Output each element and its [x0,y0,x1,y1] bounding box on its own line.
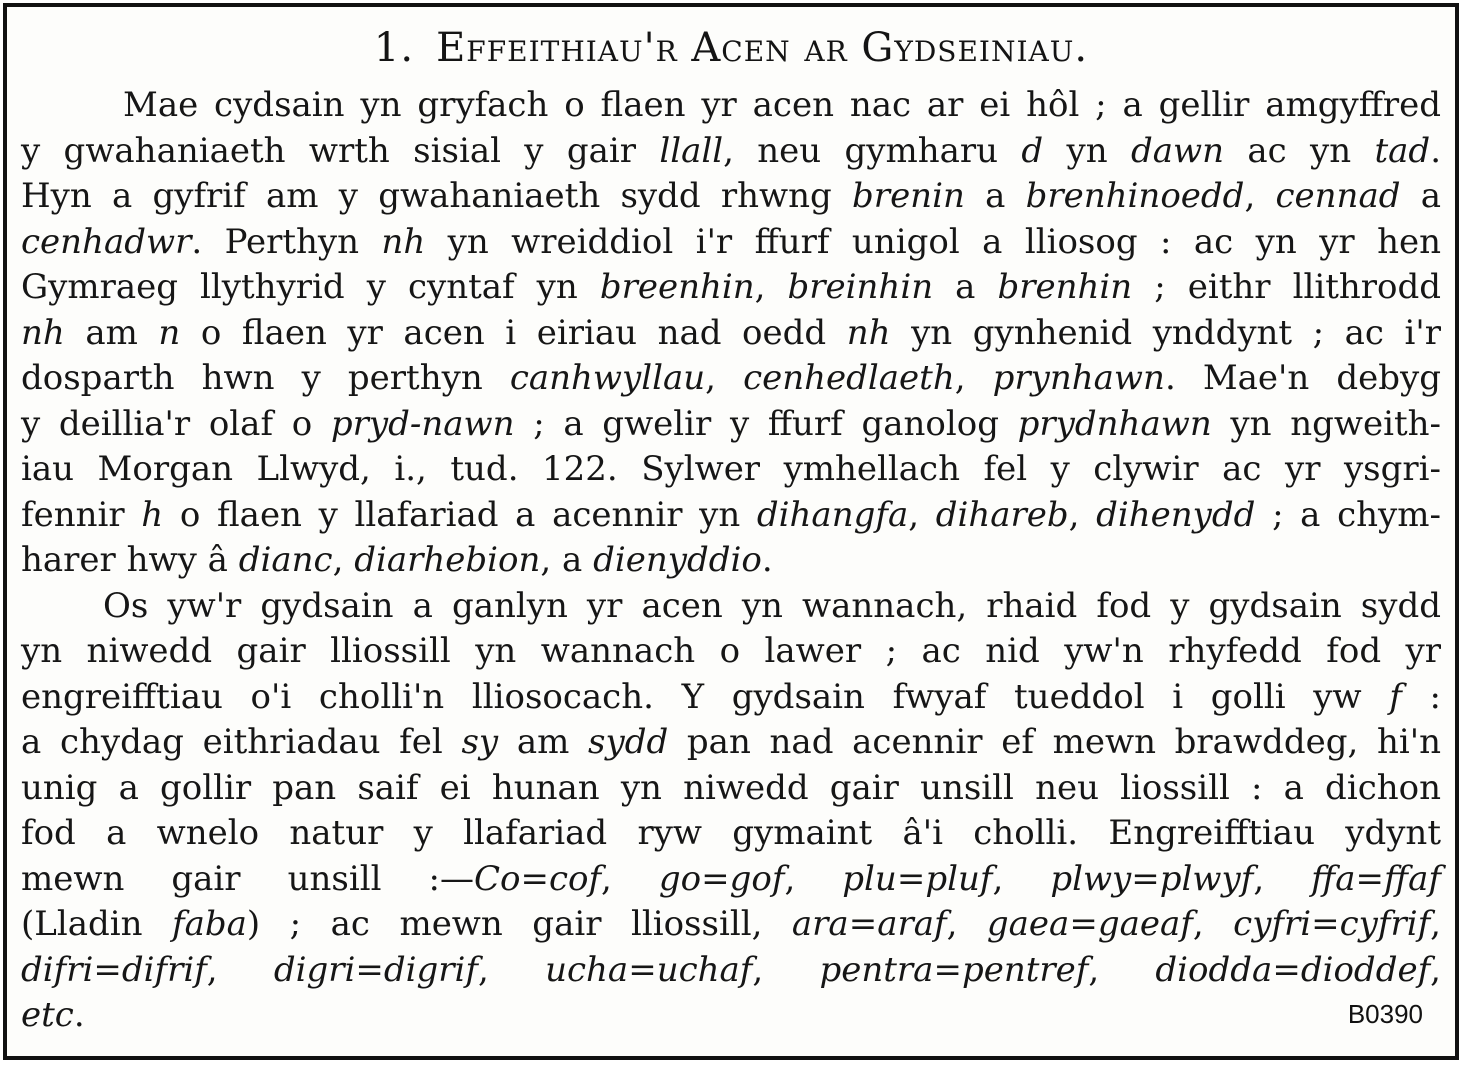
text-run: . [1430,130,1441,171]
section-heading [7,25,1455,71]
text-run: = [701,858,730,899]
text-run: = [1311,904,1340,944]
italic-word: cyfri [1233,904,1312,944]
italic-word: ffa [1311,858,1356,899]
text-line [21,174,1441,220]
italic-word: dawn [1130,130,1225,171]
italic-word: plwyf [1159,858,1254,899]
text-line [21,629,1441,675]
text-run: = [1131,858,1160,899]
text-line [21,948,1441,994]
text-line [21,265,1441,311]
text-run: , [946,904,987,944]
text-run: . Perthyn [191,221,382,262]
text-run: ac yn [1224,130,1375,171]
text-run: mewn gair unsill :— [21,858,474,899]
text-run: ; eithr llithrodd [1132,267,1442,307]
text-run: y gwahaniaeth wrth sisial y gair [21,130,660,171]
body-text [21,83,1441,1039]
text-run: = [355,949,384,990]
text-run: , [1192,904,1234,944]
text-line [21,493,1441,539]
italic-word: pentref [961,949,1089,990]
text-run: o flaen y llafariad a acennir yn [163,494,757,535]
italic-word: dianc [238,540,333,580]
italic-word: tad [1374,130,1431,171]
text-run: , [992,858,1051,899]
text-run: = [1272,949,1301,990]
text-line [21,402,1441,448]
text-run: yn ngweith- [1211,403,1442,444]
italic-word: ucha [545,949,629,990]
text-line [21,766,1441,812]
text-run: , [1430,949,1441,990]
italic-word: difri [21,949,94,990]
text-run: , [1088,949,1156,990]
text-run: iau Morgan Llwyd, i., tud. 122. Sylwer ymhellach fel y clywir ac yr ysgri- [21,449,1441,489]
italic-word: canhwyllau [509,358,706,398]
italic-word: cof [548,858,602,899]
text-line [21,857,1441,903]
text-line [21,311,1441,357]
text-run: am [64,312,159,353]
italic-word: faba [172,904,247,944]
italic-word: brenhin [997,267,1133,307]
italic-word: gaea [986,904,1070,944]
text-run: a [1400,176,1441,216]
italic-word: dihareb [935,494,1069,535]
text-line [21,447,1441,493]
text-run: unig a gollir pan saif ei hunan yn niwedd gair unsill neu liossill : a dichon [21,767,1441,808]
text-run: yn niwedd gair lliossill yn wannach o lawer ; ac nid yw'n rhyfedd fod yr [21,631,1441,671]
italic-word: etc [21,995,74,1035]
italic-word: gaeaf [1097,904,1193,944]
text-run: harer hwy â [21,540,239,580]
text-run: : [1401,676,1441,717]
text-run: . [761,540,773,580]
text-run: am [498,722,589,762]
italic-word: plu [842,858,897,899]
italic-word: araf [877,904,947,944]
italic-word: pentra [819,949,934,990]
italic-word: dihangfa [756,494,909,535]
text-run: a [964,176,1026,216]
text-run: , [1430,904,1441,944]
italic-word: dioddef [1300,949,1431,990]
italic-word: nh [21,312,65,353]
italic-word: f [1389,676,1402,717]
text-run: Gymraeg llythyrid y cyntaf yn [21,267,600,307]
text-run: , [1244,176,1276,216]
text-line [21,220,1441,266]
text-run: , [908,494,936,535]
text-run: fod a wnelo natur y llafariad ryw gymaint â'i cholli. Engreifftiau ydynt [21,813,1441,853]
text-run: Hyn a gyfrif am y gwahaniaeth sydd rhwng [21,176,853,216]
text-run: (Lladin [21,904,173,944]
italic-word: breinhin [787,267,934,307]
text-run: pan nad acennir ef mewn brawddeg, hi'n [668,722,1441,762]
italic-word: prydnhawn [1017,403,1212,444]
text-line [21,356,1441,402]
italic-word: digri [273,949,356,990]
text-run: yn gynhenid ynddynt ; ac i'r [890,312,1441,353]
text-run: , [478,949,546,990]
text-run: , [754,267,788,307]
italic-word: dihenydd [1096,494,1256,535]
italic-word: sy [461,722,499,762]
text-run: , [954,358,993,398]
text-run: = [896,858,926,899]
text-line [21,83,1441,129]
section-title: Effeithiau'r Acen ar Gydseiniau. [436,25,1089,71]
text-line [21,811,1441,857]
italic-word: digrif [383,949,479,990]
text-run: = [520,858,549,899]
italic-word: cyfrif [1339,904,1431,944]
italic-word: breenhin [599,267,755,307]
italic-word: llall [659,130,724,171]
text-run: engreifftiau o'i cholli'n lliosocach. Y gydsain fwyaf tueddol i golli yw [21,676,1390,717]
italic-word: diodda [1155,949,1273,990]
text-run: yn wreiddiol i'r ffurf unigol a lliosog : ac yn yr hen [425,221,1441,262]
text-run: , [752,949,820,990]
italic-word: Co [473,858,521,899]
italic-word: brenhinoedd [1025,176,1245,216]
italic-word: n [158,312,181,353]
text-run: , [601,858,659,899]
text-run: , [705,358,744,398]
text-run: Os yw'r gydsain a ganlyn yr acen yn wannach, rhaid fod y gydsain sydd [103,585,1441,626]
text-run: , [332,540,355,580]
text-run: , [1068,494,1097,535]
italic-word: pryd-nawn [330,403,515,444]
text-run: = [848,904,878,944]
text-run: fennir [21,494,142,535]
text-run: o flaen yr acen i eiriau nad oedd [180,312,847,353]
italic-word: ara [791,904,849,944]
page-frame [3,3,1459,1060]
text-run: = [628,949,657,990]
italic-word: pluf [925,858,993,899]
text-line [21,720,1441,766]
text-run: yn [1043,130,1131,171]
italic-word: difrif [121,949,207,990]
text-run: , neu gymharu [723,130,1022,171]
italic-word: diarhebion [354,540,541,580]
text-line [21,993,1441,1039]
italic-word: uchaf [656,949,753,990]
text-run: ; a gwelir y ffurf ganolog [514,403,1018,444]
italic-word: plwy [1050,858,1132,899]
text-run: = [93,949,122,990]
italic-word: ffaf [1384,858,1441,899]
text-run: = [1069,904,1098,944]
text-line [21,129,1441,175]
text-line [21,902,1441,948]
text-line [21,584,1441,630]
italic-word: go [658,858,702,899]
italic-word: cenhedlaeth [743,358,955,398]
text-line [21,675,1441,721]
italic-word: prynhawn [992,358,1165,398]
italic-word: d [1021,130,1044,171]
italic-word: sydd [588,722,669,762]
text-line [21,538,1441,584]
italic-word: dienyddio [593,540,762,580]
text-run: . [73,995,85,1035]
italic-word: cenhadwr [21,221,192,262]
italic-word: gof [729,858,785,899]
italic-word: cennad [1275,176,1401,216]
text-run: , a [540,540,594,580]
text-run: , [1253,858,1312,899]
text-run: a [933,267,998,307]
text-run: dosparth hwn y perthyn [21,358,510,398]
italic-word: h [141,494,164,535]
italic-word: nh [846,312,891,353]
text-run: y deillia'r olaf o [21,403,331,444]
image-code: B0390 [1347,999,1423,1029]
text-run: ) ; ac mewn gair lliossill, [246,904,792,944]
italic-word: brenin [852,176,965,216]
italic-word: nh [381,221,426,262]
text-run: ; a chym- [1255,494,1441,535]
text-run: , [206,949,274,990]
text-run: = [933,949,962,990]
text-run: . Mae'n debyg [1164,358,1441,398]
text-run: = [1355,858,1385,899]
text-run: a chydag eithriadau fel [21,722,462,762]
text-run: Mae cydsain yn gryfach o flaen yr acen nac ar ei hôl ; a gellir amgyffred [123,85,1441,125]
text-run: , [784,858,843,899]
section-number: 1. [373,25,415,71]
